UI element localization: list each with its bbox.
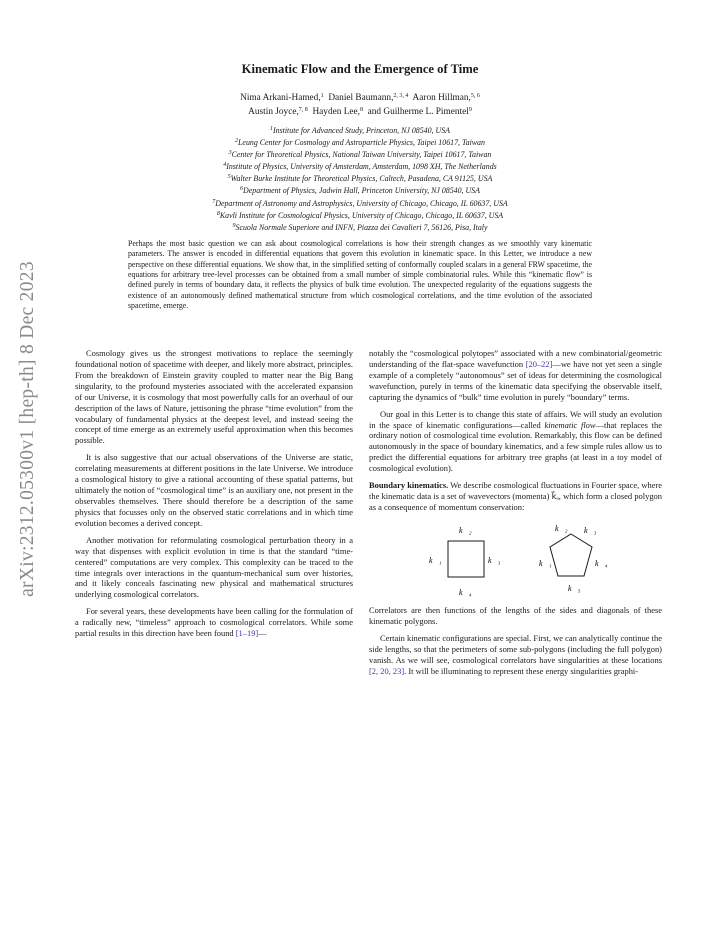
affiliation: $^1$Institute for Advanced Study, Princeton, NJ 08540, USA: [270, 126, 450, 135]
polygon-label: k⃗₅: [568, 583, 581, 593]
affiliation: $^9$Scuola Normale Superiore and INFN, Piazza dei Cavalieri 7, 56126, Pisa, Italy: [232, 222, 488, 232]
pentagon-polygon: [550, 534, 592, 576]
affiliations: [0, 124, 720, 233]
author: Nima Arkani-Hamed,: [240, 93, 321, 103]
author-line-2: [0, 107, 720, 117]
affiliation: $^6$Department of Physics, Jadwin Hall, Princeton University, NJ 08540, USA: [240, 186, 480, 196]
paragraph: notably the “cosmological polytopes” associated with a new combinatorial/geometric understanding of the flat-space wavefunction [20–22]—we have not yet seen a single example of a completely “autonomous” set of ideas for determining the cosmological wavefunction, purely in terms of the kinematic data specifying the observable itself, capturing the dynamics of “bulk” time evolution in purely “boundary” terms.: [369, 348, 662, 402]
affiliation: $^5$Walter Burke Institute for Theoretical Physics, Caltech, Pasadena, CA 91125, USA: [227, 174, 493, 184]
author-affil-sup: 1: [320, 93, 324, 99]
kinematic-polygons-figure: [369, 519, 662, 647]
polygon-label: k⃗₃: [488, 555, 501, 565]
author-affil-sup: 8: [359, 107, 363, 113]
author-affil-sup: 2, 3, 4: [393, 93, 409, 99]
square-polygon: [448, 541, 484, 577]
affiliation: $^8$Kavli Institute for Cosmological Physics, University of Chicago, Chicago, IL 60637, USA: [216, 210, 504, 220]
polygon-label: k⃗₁: [539, 558, 552, 568]
author-affil-sup: 7, 8: [298, 107, 308, 113]
polygon-label: k⃗₃: [584, 525, 597, 535]
paragraph: For several years, these developments have been calling for the formulation of a radically new, “timeless” approach to cosmological correlators. While some partial results in this direction have been found [1–19]—: [75, 606, 353, 639]
author: Hayden Lee,: [312, 107, 360, 117]
citation-link[interactable]: [1–19]: [235, 628, 259, 639]
paragraph: Our goal in this Letter is to change this state of affairs. We will study an evolution in the space of kinematic configurations—called kinematic flow—that replaces the ordinary notion of cosmological time evolution. Remarkably, this flow can be defined autonomously in the space of boundary kinematics, and a few simple rules allow us to predict the differential equations for arbitrary tree graphs (at least in a toy model of cosmological evolution).: [369, 408, 662, 474]
author-affil-sup: 5, 6: [470, 93, 480, 99]
paragraph: Boundary kinematics. We describe cosmological fluctuations in Fourier space, where the kinematic data is a set of wavevectors (momenta) k⃗ₐ, which form a closed polygon as a consequence of momentum conservation:: [369, 480, 662, 512]
paragraph: Another motivation for reformulating cosmological perturbation theory in a way that dispenses with explicit evolution in time is that the standard “time-centered” computations are very complex. This complexity can be traced to the time integrals over interactions in the quantum-mechanical sum over histories, and it likely conceals fascinating new physical and mathematical structures underlying cosmological correlators.: [75, 534, 353, 600]
author: Daniel Baumann,: [328, 93, 394, 103]
paper-title: Kinematic Flow and the Emergence of Time: [241, 62, 479, 76]
abstract: Perhaps the most basic question we can ask about cosmological correlations is how their strength changes as we smoothly vary kinematic parameters. The answer is encoded in differential equations that govern this evolution in kinematic space. In this Letter, we introduce a new perspective on these differential equations. We show that, in the simplified setting of conformally coupled scalars in a general FRW spacetime, the equations for arbitrary tree-level processes can be obtained from a small number of simple combinatorial rules. While this “kinematic flow” is defined purely in terms of boundary data, it reflects the physics of bulk time evolution. The unexpected regularity of the equations suggests the existence of an autonomously defined mathematical structure from which cosmological correlations, and the time evolution of the associated spacetime, emerge.: [128, 239, 592, 311]
paragraph: It is also suggestive that our actual observations of the Universe are static, correlating measurements at different positions in the late Universe. We introduce a cosmological history to give a rational accounting of these spatial patterns, but ultimately the notion of “cosmological time” is an auxiliary one, not present in the observables themselves. There should therefore be a description of the same physics that focusses only on the observed static correlations and in which time evolution becomes a derived concept.: [75, 452, 353, 528]
affiliation: $^2$Leung Center for Cosmology and Astroparticle Physics, Taipei 10617, Taiwan: [235, 138, 485, 148]
citation-link[interactable]: [20–22]: [525, 358, 553, 369]
citation-link[interactable]: 23]: [392, 665, 405, 676]
polygon-label: k⃗₂: [459, 525, 472, 535]
affiliation: $^7$Department of Astronomy and Astrophysics, University of Chicago, Chicago, IL 60637, USA: [212, 198, 508, 208]
paragraph: Cosmology gives us the strongest motivations to replace the seemingly foundational notion of spacetime with deeper, and likely more abstract, principles. From the breakdown of Einstein gravity coupled to matter near the Big Bang singularity, to the profound mysteries associated with the accelerated expansion of our Universe, it is cosmology that most powerfully calls for an overhaul of our description of the laws of Nature, jettisoning the phrase “time evolution” from the vocabulary of fundamental physics at the deepest level, and instead seeing the concept of time emerge as an extremely useful approximation when this becomes possible.: [75, 348, 353, 446]
polygon-label: k⃗₂: [555, 523, 568, 533]
author: and Guilherme L. Pimentel: [367, 107, 469, 117]
right-column: [369, 348, 662, 682]
polygons-svg: [369, 519, 662, 641]
paragraph: Correlators are then functions of the lengths of the sides and diagonals of these kinematic polygons.: [369, 604, 662, 626]
citation-link[interactable]: [2,: [369, 665, 379, 676]
polygon-label: k⃗₄: [459, 587, 472, 597]
author: Aaron Hillman,: [412, 93, 471, 103]
affiliation: $^4$Institute of Physics, University of Amsterdam, Amsterdam, 1098 XH, The Netherlands: [223, 162, 497, 172]
author: Austin Joyce,: [248, 107, 299, 117]
section-heading: Boundary kinematics.: [369, 480, 449, 491]
citation-link[interactable]: 20,: [380, 665, 391, 676]
affiliation: $^3$Center for Theoretical Physics, National Taiwan University, Taipei 10617, Taiwan: [228, 150, 492, 160]
polygon-label: k⃗₄: [595, 558, 608, 568]
paragraph: Certain kinematic configurations are special. First, we can analytically continue the side lengths, so that the perimeters of some sub-polygons (including the full polygon) vanish. As we will see, cosmological correlators have singularities at these locations [2, 20, 23]. It will be illuminating to represent these energy singularities graphi-: [369, 632, 662, 676]
author-line-1: [0, 93, 720, 103]
polygon-label: k⃗₁: [429, 555, 442, 565]
arxiv-identifier: arXiv:2312.05300v1 [hep-th] 8 Dec 2023: [17, 261, 38, 597]
author-affil-sup: 9: [468, 107, 472, 113]
left-column: [75, 348, 353, 645]
